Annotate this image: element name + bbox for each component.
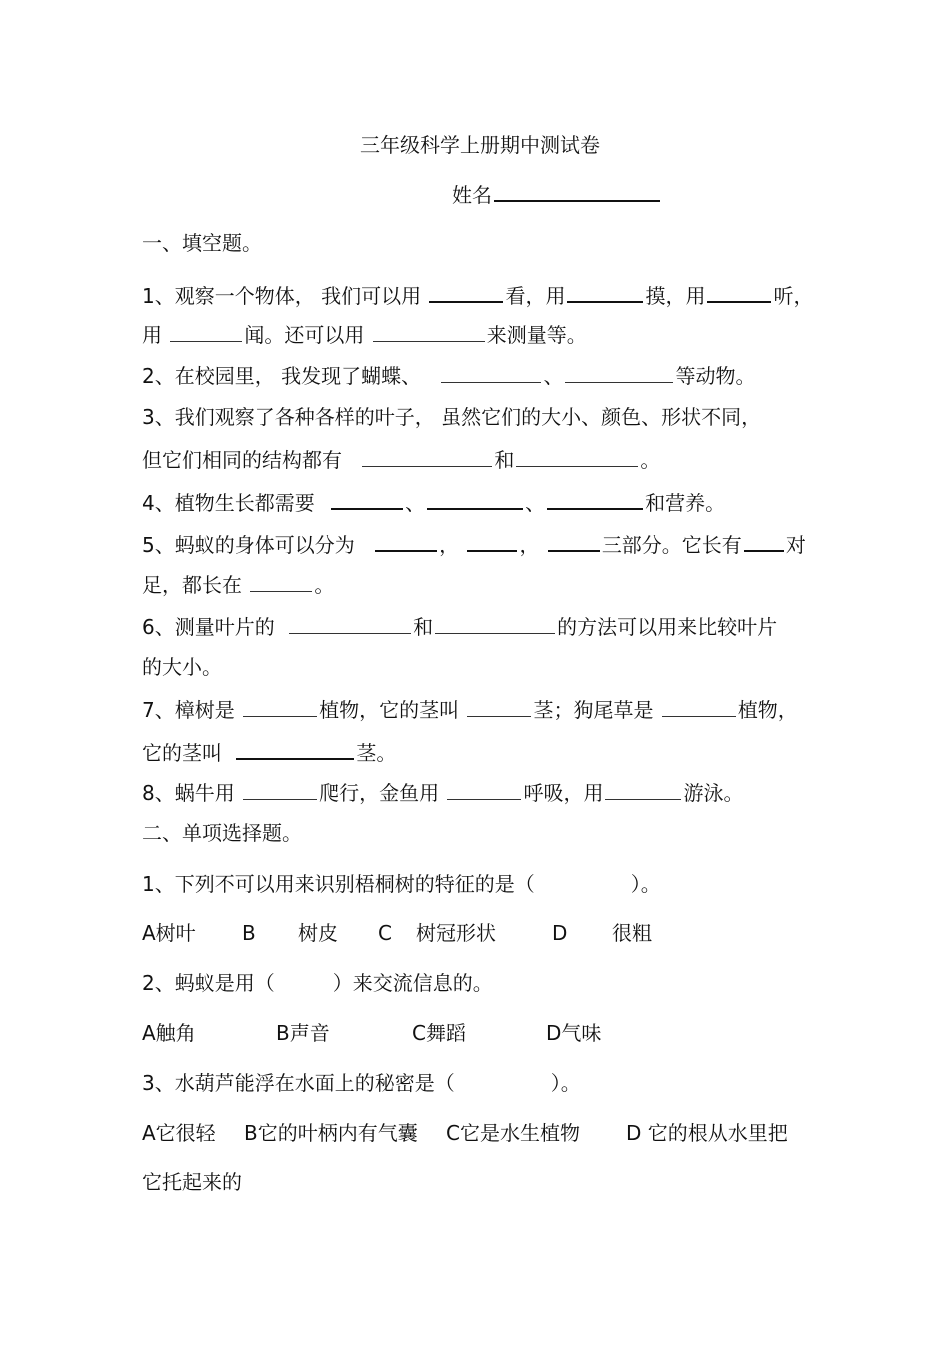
q2-option-d[interactable]: D气味 [546,1021,602,1045]
q3-blank-2[interactable] [516,446,638,467]
fill-question-7-line1: 7、樟树是 植物，它的茎叫 茎；狗尾草是 植物， [142,698,798,722]
fill-question-3-line2: 但它们相同的结构都有 和 。 [142,448,661,472]
q7-blank-2[interactable] [467,696,531,717]
q8-blank-2[interactable] [447,779,521,800]
q4-blank-2[interactable] [427,488,523,510]
q5-blank-1[interactable] [375,530,437,552]
choice-question-2-options [142,1020,601,1046]
q1-blank-5[interactable] [373,321,485,342]
fill-question-5-line1: 5、蚂蚁的身体可以分为 ， ， 三部分。它长有 对 [142,530,806,558]
fill-question-6-line1: 6、测量叶片的 和 的方法可以用来比较叶片 [142,615,778,639]
fill-question-3-line1: 3、我们观察了各种各样的叶子， 虽然它们的大小、颜色、形状不同， [142,405,762,429]
q2-blank-2[interactable] [565,362,673,383]
choice-question-1: 1、下列不可以用来识别梧桐树的特征的是（ ）。 [142,872,661,896]
q7-blank-1[interactable] [243,696,317,717]
q1-option-c-letter[interactable]: C [378,921,392,945]
q8-blank-3[interactable] [605,779,681,800]
q1-option-d-text[interactable]: 很粗 [612,921,652,945]
q1-option-d-letter[interactable]: D [552,921,568,945]
name-blank[interactable] [494,180,660,202]
q1-option-b-text[interactable]: 树皮 [298,921,338,945]
fill-question-8: 8、蜗牛用 爬行，金鱼用 呼吸，用 游泳。 [142,781,744,805]
page-title: 三年级科学上册期中测试卷 [360,133,600,157]
q6-blank-1[interactable] [289,613,411,634]
name-field-row [452,180,662,208]
q5-blank-3[interactable] [548,530,600,552]
q3-option-c[interactable]: C它是水生植物 [446,1121,580,1145]
q4-blank-1[interactable] [331,488,403,510]
q4-blank-3[interactable] [547,488,643,510]
q1-blank-4[interactable] [170,321,242,342]
q3-option-d-continued: 它托起来的 [142,1170,242,1194]
q1-blank-2[interactable] [567,281,643,303]
q2-option-b[interactable]: B声音 [276,1021,330,1045]
fill-question-7-line2: 它的茎叫 茎。 [142,738,396,766]
q3-blank-1[interactable] [362,446,492,467]
choice-question-2: 2、蚂蚁是用（ ）来交流信息的。 [142,971,493,995]
q5-blank-2[interactable] [467,530,517,552]
q5-blank-5[interactable] [250,571,312,592]
q2-option-c[interactable]: C舞蹈 [412,1021,466,1045]
choice-question-3-options [142,1120,788,1146]
q1-option-c-text[interactable]: 树冠形状 [416,921,496,945]
q2-option-a[interactable]: A触角 [142,1021,196,1045]
fill-question-4: 4、植物生长都需要 、 、 和营养。 [142,488,725,516]
name-label: 姓名 [452,183,492,207]
q5-blank-4[interactable] [744,530,784,552]
fill-question-5-line2: 足，都长在 。 [142,573,335,597]
q7-blank-4[interactable] [236,738,354,760]
q1-option-b-letter[interactable]: B [242,921,256,945]
q8-blank-1[interactable] [243,779,317,800]
q1-blank-1[interactable] [429,281,503,303]
section1-heading: 一、填空题。 [142,231,262,255]
fill-question-1-line2: 用 闻。还可以用 来测量等。 [142,323,587,347]
q1-option-a[interactable]: A树叶 [142,921,196,945]
q1-blank-3[interactable] [707,281,771,303]
fill-question-1-line1: 1、观察一个物体， 我们可以用 看，用 摸，用 听， [142,281,813,309]
choice-question-3: 3、水葫芦能浮在水面上的秘密是（ ）。 [142,1071,581,1095]
q3-option-b[interactable]: B它的叶柄内有气囊 [244,1121,418,1145]
q7-blank-3[interactable] [662,696,736,717]
choice-question-1-options [142,920,652,946]
fill-question-6-line2: 的大小。 [142,655,222,679]
q3-option-d[interactable]: D 它的根从水里把 [626,1121,788,1145]
fill-question-2: 2、在校园里， 我发现了蝴蝶、 、 等动物。 [142,364,756,388]
q2-blank-1[interactable] [441,362,541,383]
section2-heading: 二、单项选择题。 [142,821,302,845]
q3-option-a[interactable]: A它很轻 [142,1121,216,1145]
q6-blank-2[interactable] [435,613,555,634]
